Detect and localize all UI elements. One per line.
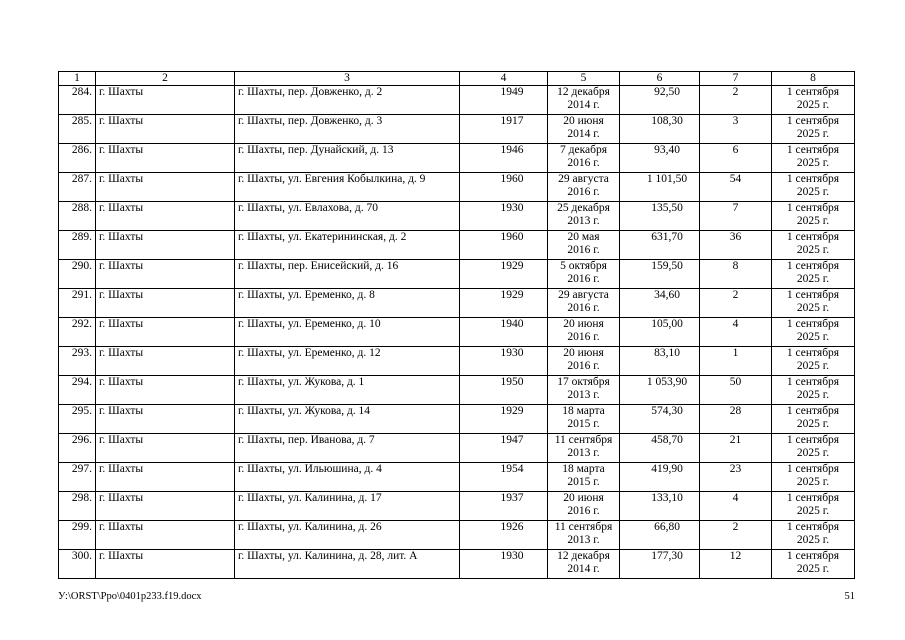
page-number: 51 [844, 591, 855, 602]
cell-survey-date [548, 144, 620, 173]
cell-address: г. Шахты, ул. Евлахова, д. 70 [235, 202, 460, 231]
cell-deadline [772, 434, 855, 463]
cell-survey-date-line1: 20 июня [563, 347, 604, 359]
cell-deadline-line1: 1 сентября [786, 550, 840, 562]
cell-survey-date-line2: 2016 г. [567, 157, 600, 169]
cell-survey-date-line2: 2016 г. [567, 273, 600, 285]
cell-survey-date [548, 492, 620, 521]
cell-residents: 3 [700, 115, 772, 144]
cell-deadline-line2: 2025 г. [796, 331, 830, 343]
table-row [59, 434, 855, 463]
cell-area: 135,50 [620, 202, 700, 231]
cell-deadline-line1: 1 сентября [786, 231, 840, 243]
cell-address: г. Шахты, ул. Жукова, д. 1 [235, 376, 460, 405]
cell-deadline-line2: 2025 г. [796, 99, 830, 111]
cell-number: 293. [59, 347, 96, 376]
cell-year-built: 1930 [460, 550, 548, 579]
cell-number: 296. [59, 434, 96, 463]
cell-number: 288. [59, 202, 96, 231]
cell-deadline-line1: 1 сентября [786, 260, 840, 272]
cell-year-built: 1960 [460, 173, 548, 202]
cell-survey-date-line2: 2013 г. [567, 389, 600, 401]
cell-year-built: 1954 [460, 463, 548, 492]
cell-survey-date-line1: 20 июня [563, 318, 604, 330]
cell-survey-date [548, 260, 620, 289]
cell-deadline-line2: 2025 г. [796, 447, 830, 459]
cell-survey-date-line2: 2014 г. [567, 99, 600, 111]
cell-municipality: г. Шахты [96, 115, 235, 144]
cell-deadline [772, 231, 855, 260]
table-row [59, 521, 855, 550]
cell-survey-date-line2: 2016 г. [567, 505, 600, 517]
cell-year-built: 1917 [460, 115, 548, 144]
cell-municipality: г. Шахты [96, 86, 235, 115]
cell-number: 289. [59, 231, 96, 260]
cell-year-built: 1937 [460, 492, 548, 521]
cell-deadline [772, 260, 855, 289]
cell-survey-date-line1: 18 марта [562, 405, 605, 417]
table-row [59, 231, 855, 260]
cell-survey-date-line2: 2013 г. [567, 215, 600, 227]
housing-register-table [58, 71, 855, 579]
cell-municipality: г. Шахты [96, 434, 235, 463]
cell-residents: 4 [700, 318, 772, 347]
cell-survey-date-line1: 18 марта [562, 463, 605, 475]
cell-deadline-line2: 2025 г. [796, 215, 830, 227]
cell-survey-date-line1: 17 октября [557, 376, 610, 388]
cell-survey-date-line1: 5 октября [560, 260, 607, 272]
column-header: 7 [700, 72, 772, 86]
cell-survey-date [548, 405, 620, 434]
cell-deadline-line1: 1 сентября [786, 463, 840, 475]
cell-deadline [772, 173, 855, 202]
cell-survey-date-line1: 29 августа [558, 173, 609, 185]
cell-survey-date [548, 231, 620, 260]
cell-deadline [772, 202, 855, 231]
cell-survey-date-line2: 2016 г. [567, 244, 600, 256]
cell-survey-date [548, 376, 620, 405]
cell-survey-date [548, 115, 620, 144]
table-row [59, 115, 855, 144]
cell-year-built: 1929 [460, 260, 548, 289]
cell-address: г. Шахты, ул. Еременко, д. 10 [235, 318, 460, 347]
document-file-path: У:\ORST\Ppo\0401p233.f19.docx [58, 591, 202, 602]
cell-survey-date [548, 434, 620, 463]
cell-municipality: г. Шахты [96, 521, 235, 550]
cell-survey-date-line2: 2016 г. [567, 360, 600, 372]
cell-area: 1 101,50 [620, 173, 700, 202]
cell-survey-date-line2: 2013 г. [567, 447, 600, 459]
cell-number: 298. [59, 492, 96, 521]
cell-residents: 2 [700, 289, 772, 318]
cell-deadline-line2: 2025 г. [796, 476, 830, 488]
cell-deadline [772, 492, 855, 521]
cell-address: г. Шахты, ул. Ильюшина, д. 4 [235, 463, 460, 492]
cell-municipality: г. Шахты [96, 173, 235, 202]
cell-deadline-line1: 1 сентября [786, 347, 840, 359]
cell-deadline [772, 318, 855, 347]
cell-address: г. Шахты, пер. Довженко, д. 2 [235, 86, 460, 115]
cell-deadline [772, 550, 855, 579]
cell-deadline-line2: 2025 г. [796, 273, 830, 285]
cell-deadline-line1: 1 сентября [786, 115, 840, 127]
cell-deadline-line1: 1 сентября [786, 86, 840, 98]
cell-deadline-line2: 2025 г. [796, 418, 830, 430]
cell-year-built: 1930 [460, 347, 548, 376]
cell-area: 108,30 [620, 115, 700, 144]
cell-deadline-line1: 1 сентября [786, 289, 840, 301]
table-body [59, 86, 855, 579]
cell-deadline-line1: 1 сентября [786, 144, 840, 156]
cell-year-built: 1960 [460, 231, 548, 260]
cell-residents: 12 [700, 550, 772, 579]
cell-survey-date-line2: 2014 г. [567, 563, 600, 575]
cell-survey-date [548, 318, 620, 347]
cell-survey-date [548, 347, 620, 376]
cell-year-built: 1950 [460, 376, 548, 405]
table-row [59, 144, 855, 173]
cell-survey-date-line1: 20 июня [563, 115, 604, 127]
cell-address: г. Шахты, ул. Екатерининская, д. 2 [235, 231, 460, 260]
cell-municipality: г. Шахты [96, 231, 235, 260]
cell-deadline-line2: 2025 г. [796, 389, 830, 401]
cell-deadline-line2: 2025 г. [796, 534, 830, 546]
cell-area: 133,10 [620, 492, 700, 521]
cell-survey-date-line2: 2016 г. [567, 302, 600, 314]
cell-deadline-line2: 2025 г. [796, 186, 830, 198]
cell-survey-date [548, 202, 620, 231]
cell-deadline-line2: 2025 г. [796, 505, 830, 517]
cell-municipality: г. Шахты [96, 550, 235, 579]
cell-municipality: г. Шахты [96, 347, 235, 376]
cell-area: 93,40 [620, 144, 700, 173]
cell-survey-date-line1: 20 июня [563, 492, 604, 504]
cell-deadline-line1: 1 сентября [786, 434, 840, 446]
cell-address: г. Шахты, пер. Иванова, д. 7 [235, 434, 460, 463]
cell-address: г. Шахты, ул. Еременко, д. 12 [235, 347, 460, 376]
cell-number: 299. [59, 521, 96, 550]
cell-number: 292. [59, 318, 96, 347]
cell-municipality: г. Шахты [96, 318, 235, 347]
cell-deadline [772, 144, 855, 173]
cell-residents: 50 [700, 376, 772, 405]
cell-deadline-line1: 1 сентября [786, 521, 840, 533]
cell-survey-date [548, 289, 620, 318]
column-header: 4 [460, 72, 548, 86]
cell-survey-date [548, 173, 620, 202]
cell-address: г. Шахты, пер. Дунайский, д. 13 [235, 144, 460, 173]
cell-number: 287. [59, 173, 96, 202]
cell-year-built: 1947 [460, 434, 548, 463]
cell-survey-date [548, 521, 620, 550]
cell-residents: 6 [700, 144, 772, 173]
cell-deadline-line2: 2025 г. [796, 360, 830, 372]
cell-survey-date-line2: 2013 г. [567, 534, 600, 546]
cell-area: 177,30 [620, 550, 700, 579]
cell-municipality: г. Шахты [96, 405, 235, 434]
cell-area: 34,60 [620, 289, 700, 318]
cell-deadline-line2: 2025 г. [796, 244, 830, 256]
table-row [59, 318, 855, 347]
cell-year-built: 1926 [460, 521, 548, 550]
cell-number: 295. [59, 405, 96, 434]
table-row [59, 376, 855, 405]
cell-deadline-line1: 1 сентября [786, 405, 840, 417]
cell-deadline [772, 521, 855, 550]
column-header: 6 [620, 72, 700, 86]
cell-municipality: г. Шахты [96, 463, 235, 492]
cell-area: 631,70 [620, 231, 700, 260]
cell-deadline-line2: 2025 г. [796, 563, 830, 575]
cell-municipality: г. Шахты [96, 202, 235, 231]
cell-year-built: 1930 [460, 202, 548, 231]
table-row [59, 202, 855, 231]
cell-deadline-line1: 1 сентября [786, 318, 840, 330]
cell-address: г. Шахты, пер. Енисейский, д. 16 [235, 260, 460, 289]
cell-deadline-line1: 1 сентября [786, 202, 840, 214]
table-row [59, 405, 855, 434]
cell-year-built: 1940 [460, 318, 548, 347]
cell-municipality: г. Шахты [96, 289, 235, 318]
cell-deadline-line2: 2025 г. [796, 302, 830, 314]
cell-municipality: г. Шахты [96, 376, 235, 405]
cell-residents: 8 [700, 260, 772, 289]
cell-deadline [772, 289, 855, 318]
cell-survey-date-line1: 12 декабря [557, 86, 610, 98]
cell-survey-date-line1: 11 сентября [554, 521, 613, 533]
cell-address: г. Шахты, ул. Евгения Кобылкина, д. 9 [235, 173, 460, 202]
cell-municipality: г. Шахты [96, 260, 235, 289]
column-header: 3 [235, 72, 460, 86]
cell-residents: 23 [700, 463, 772, 492]
cell-survey-date-line2: 2014 г. [567, 128, 600, 140]
cell-deadline [772, 115, 855, 144]
cell-survey-date [548, 86, 620, 115]
cell-residents: 36 [700, 231, 772, 260]
table-row [59, 173, 855, 202]
cell-residents: 4 [700, 492, 772, 521]
cell-survey-date-line2: 2016 г. [567, 331, 600, 343]
column-header: 5 [548, 72, 620, 86]
cell-area: 66,80 [620, 521, 700, 550]
cell-address: г. Шахты, пер. Довженко, д. 3 [235, 115, 460, 144]
table-row [59, 86, 855, 115]
cell-residents: 54 [700, 173, 772, 202]
cell-residents: 2 [700, 521, 772, 550]
cell-area: 105,00 [620, 318, 700, 347]
cell-area: 1 053,90 [620, 376, 700, 405]
cell-address: г. Шахты, ул. Калинина, д. 17 [235, 492, 460, 521]
cell-deadline [772, 86, 855, 115]
cell-area: 83,10 [620, 347, 700, 376]
cell-survey-date-line1: 29 августа [558, 289, 609, 301]
cell-residents: 2 [700, 86, 772, 115]
cell-deadline [772, 376, 855, 405]
column-header: 2 [96, 72, 235, 86]
cell-residents: 1 [700, 347, 772, 376]
cell-residents: 28 [700, 405, 772, 434]
cell-address: г. Шахты, ул. Еременко, д. 8 [235, 289, 460, 318]
cell-survey-date-line1: 25 декабря [557, 202, 610, 214]
cell-survey-date-line1: 12 декабря [557, 550, 610, 562]
column-header: 8 [772, 72, 855, 86]
cell-area: 419,90 [620, 463, 700, 492]
cell-residents: 7 [700, 202, 772, 231]
table-row [59, 492, 855, 521]
cell-area: 574,30 [620, 405, 700, 434]
cell-year-built: 1929 [460, 289, 548, 318]
cell-survey-date-line2: 2015 г. [567, 476, 600, 488]
column-header: 1 [59, 72, 96, 86]
cell-deadline-line1: 1 сентября [786, 173, 840, 185]
cell-number: 284. [59, 86, 96, 115]
cell-municipality: г. Шахты [96, 144, 235, 173]
cell-deadline-line1: 1 сентября [786, 376, 840, 388]
cell-address: г. Шахты, ул. Жукова, д. 14 [235, 405, 460, 434]
cell-deadline [772, 405, 855, 434]
cell-survey-date-line1: 7 декабря [560, 144, 607, 156]
cell-municipality: г. Шахты [96, 492, 235, 521]
table-row [59, 463, 855, 492]
cell-deadline [772, 347, 855, 376]
cell-residents: 21 [700, 434, 772, 463]
cell-survey-date [548, 463, 620, 492]
cell-year-built: 1946 [460, 144, 548, 173]
cell-survey-date [548, 550, 620, 579]
cell-survey-date-line2: 2015 г. [567, 418, 600, 430]
cell-address: г. Шахты, ул. Калинина, д. 26 [235, 521, 460, 550]
cell-number: 286. [59, 144, 96, 173]
table-row [59, 550, 855, 579]
table-row [59, 289, 855, 318]
header-row [59, 72, 855, 86]
cell-number: 300. [59, 550, 96, 579]
cell-number: 291. [59, 289, 96, 318]
table-row [59, 347, 855, 376]
cell-number: 297. [59, 463, 96, 492]
cell-deadline-line1: 1 сентября [786, 492, 840, 504]
cell-number: 285. [59, 115, 96, 144]
cell-survey-date-line1: 20 мая [567, 231, 600, 243]
cell-survey-date-line2: 2016 г. [567, 186, 600, 198]
cell-area: 92,50 [620, 86, 700, 115]
cell-survey-date-line1: 11 сентября [554, 434, 613, 446]
cell-address: г. Шахты, ул. Калинина, д. 28, лит. А [235, 550, 460, 579]
cell-number: 294. [59, 376, 96, 405]
cell-deadline-line2: 2025 г. [796, 157, 830, 169]
cell-area: 159,50 [620, 260, 700, 289]
cell-number: 290. [59, 260, 96, 289]
table-row [59, 260, 855, 289]
cell-year-built: 1929 [460, 405, 548, 434]
cell-year-built: 1949 [460, 86, 548, 115]
cell-area: 458,70 [620, 434, 700, 463]
cell-deadline-line2: 2025 г. [796, 128, 830, 140]
cell-deadline [772, 463, 855, 492]
